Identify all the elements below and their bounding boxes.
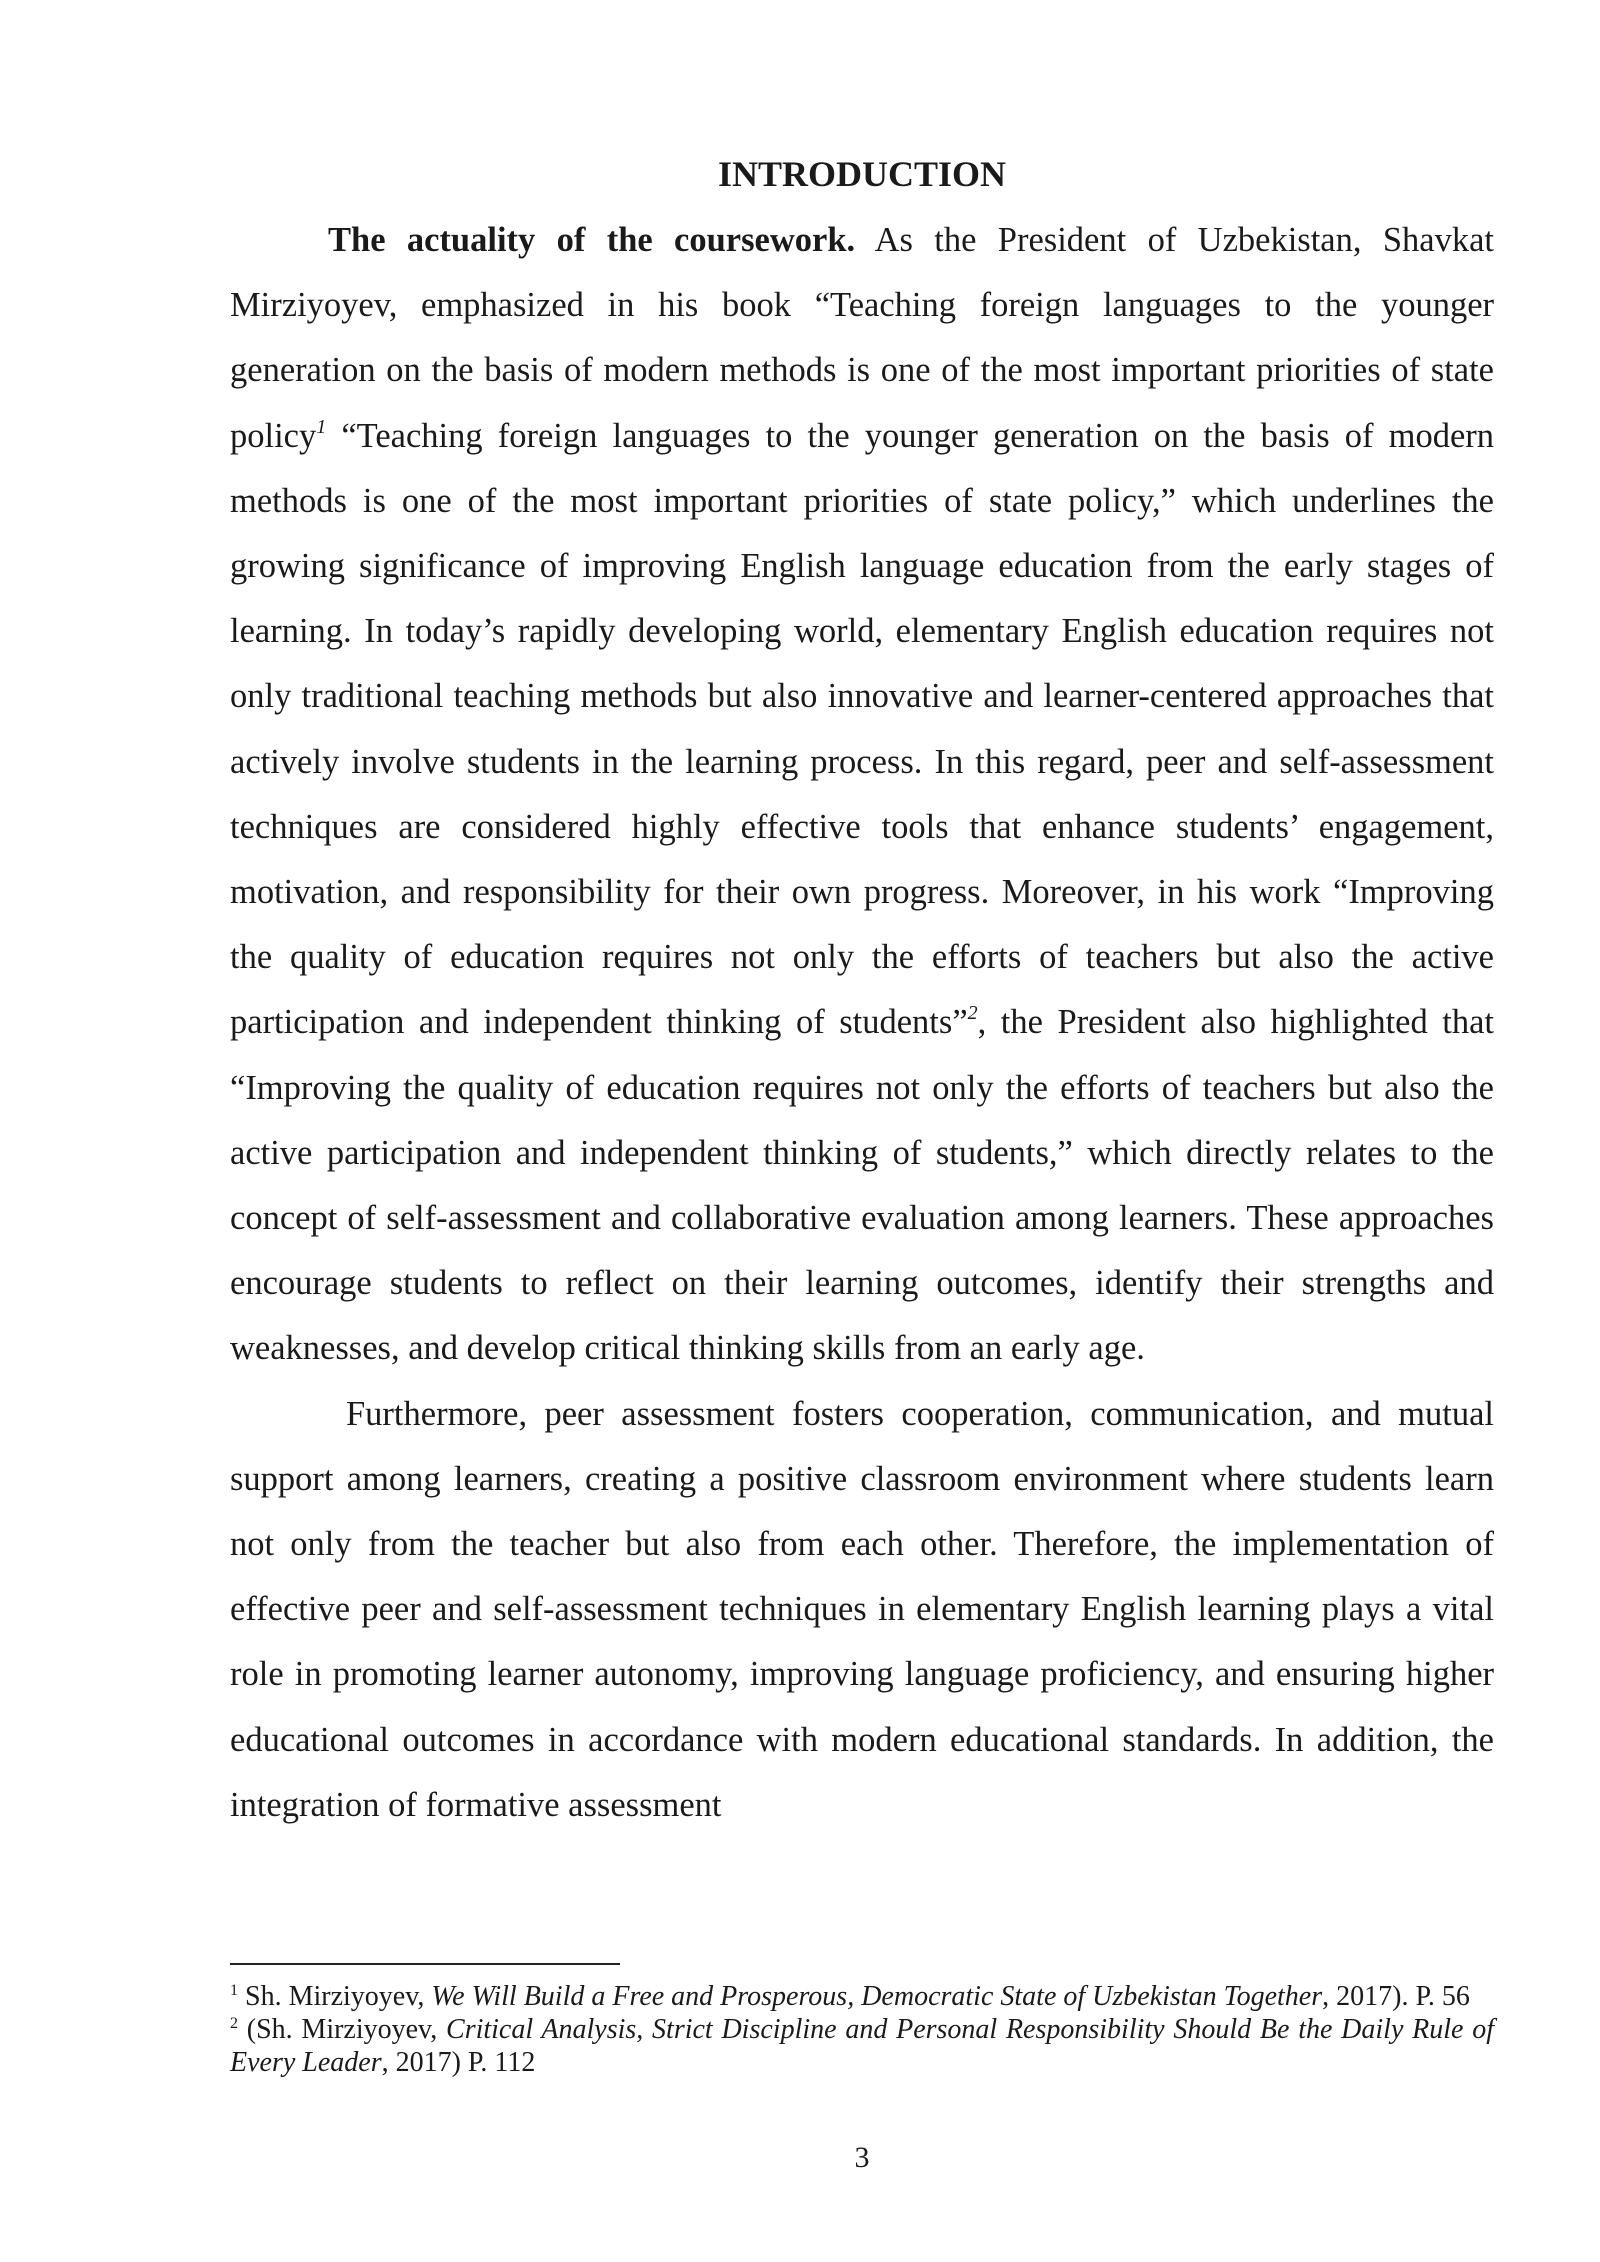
footnote-title: We Will Build a Free and Prosperous, Democratic State of Uzbekistan Together bbox=[431, 1981, 1323, 2012]
document-page bbox=[230, 0, 1494, 2262]
page-number: 3 bbox=[854, 2141, 870, 2174]
paragraph-actuality bbox=[230, 208, 1494, 1382]
footnote-text: , 2017) P. 112 bbox=[381, 2047, 536, 2078]
paragraph-lead: The actuality of the coursework. bbox=[328, 221, 856, 259]
footnote-divider bbox=[230, 1963, 620, 1965]
footnote-number: 2 bbox=[230, 2015, 238, 2032]
section-title: INTRODUCTION bbox=[717, 154, 1007, 194]
paragraph-text: “Teaching foreign languages to the younger generation on the basis of modern methods is one of the most important priorities of state policy,” which underlines the growing significance of improving English language education from the early stages of learning. In today’s rapidly developing world, elementary English education requires not only traditional teaching methods but also innovative and learner-centered approaches that actively involve students in the learning process. In this regard, peer and self-assessment techniques are considered highly effective tools that enhance students’ engagement, motivation, and responsibility for their own progress. Moreover, in his work “Improving the quality of education requires not only the efforts of teachers but also the active participation and independent thinking of students” bbox=[230, 416, 1494, 1042]
body-text bbox=[230, 208, 1494, 1838]
footnote-ref-1[interactable]: 1 bbox=[316, 415, 327, 438]
footnotes bbox=[230, 1980, 1494, 2079]
footnote-ref-2[interactable]: 2 bbox=[967, 1002, 978, 1025]
paragraph-text: , the President also highlighted that “Improving the quality of education requires not only the efforts of teachers but also the active participation and independent thinking of students,” which directly relates to the concept of self-assessment and collaborative evaluation among learners. These approaches encourage students to reflect on their learning outcomes, identify their strengths and weaknesses, and develop critical thinking skills from an early age. bbox=[230, 1003, 1494, 1368]
footnote-1 bbox=[230, 1980, 1494, 2013]
footnote-title: Critical Analysis, Strict Discipline and Personal Responsibility Should Be the Daily Rule of Every Leader bbox=[230, 2014, 1495, 2078]
footnote-text: (Sh. Mirziyoyev, bbox=[238, 2014, 447, 2045]
footnote-text: , 2017). P. 56 bbox=[1322, 1981, 1470, 2012]
footnote-2 bbox=[230, 2013, 1494, 2079]
footnote-number: 1 bbox=[230, 1982, 238, 1999]
paragraph-furthermore: Furthermore, peer assessment fosters cooperation, communication, and mutual support among learners, creating a positive classroom environment where students learn not only from the teacher but also from each other. Therefore, the implementation of effective peer and self-assessment techniques in elementary English learning plays a vital role in promoting learner autonomy, improving language proficiency, and ensuring higher educational outcomes in accordance with modern educational standards. In addition, the integration of formative assessment bbox=[230, 1394, 1494, 1824]
footnote-text: Sh. Mirziyoyev, bbox=[238, 1981, 432, 2012]
paragraph-text: As the President of Uzbekistan, Shavkat Mirziyoyev, emphasized in his book “Teaching foreign languages to the younger generation on the basis of modern methods is one of the most important priorities of state policy bbox=[230, 221, 1494, 455]
